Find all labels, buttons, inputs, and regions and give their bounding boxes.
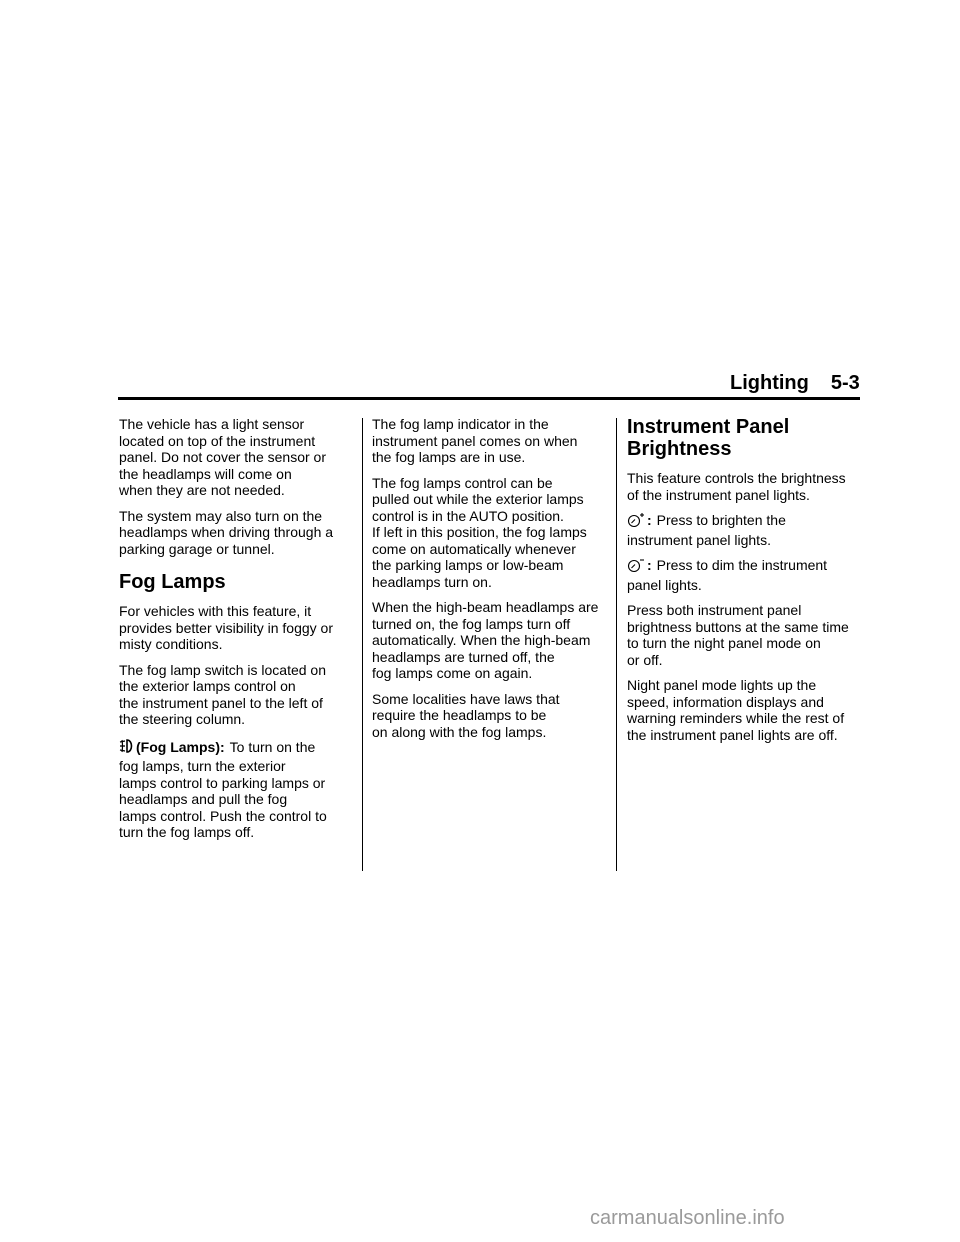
brightness-intro-paragraph: This feature controls the brightness of the instrument panel lights.: [627, 470, 846, 503]
parking-garage-paragraph: The system may also turn on the headlamps when driving through a parking garage or tunnel.: [119, 507, 334, 557]
dim-text-head: Press to dim the instrument: [656, 557, 828, 573]
night-panel-mode-paragraph: Night panel mode lights up the speed, information displays and warning reminders while the rest of the instrument panel lights are off.: [627, 677, 845, 743]
night-panel-toggle-paragraph: Press both instrument panel brightness buttons at the same time to turn the night panel mode on or off.: [627, 602, 849, 668]
fog-lamps-text: fog lamps, turn the exterior lamps control to parking lamps or headlamps and pull the fog lamps control. Push the control to turn the fog lamps off.: [119, 758, 327, 840]
column-2: [372, 416, 608, 749]
fog-visibility-paragraph: For vehicles with this feature, it provides better visibility in foggy or misty conditions.: [119, 603, 333, 652]
section-title: Lighting: [730, 372, 809, 394]
dim-label: :: [647, 557, 652, 573]
brighten-label: :: [647, 512, 652, 528]
header-rule: [118, 397, 860, 400]
instrument-panel-brightness-heading: Instrument Panel Brightness: [627, 416, 790, 460]
fog-lamp-icon: [119, 737, 134, 759]
brightness-down-icon: [627, 557, 645, 577]
brightness-up-icon: [627, 512, 645, 532]
watermark: carmanualsonline.info: [590, 1207, 785, 1229]
fog-indicator-paragraph: The fog lamp indicator in the instrument panel comes on when the fog lamps are in use.: [372, 416, 578, 465]
column-1: [119, 416, 351, 850]
fog-lamps-control-description: [119, 737, 351, 841]
localities-laws-paragraph: Some localities have laws that require the headlamps to be on along with the fog lamps.: [372, 690, 560, 740]
column-divider-left: [362, 418, 363, 871]
fog-lamps-heading: Fog Lamps: [119, 571, 226, 593]
brighten-text: instrument panel lights.: [627, 531, 771, 548]
brighten-text-head: Press to brighten the: [656, 512, 786, 528]
column-divider-right: [616, 418, 617, 871]
page-number: 5-3: [830, 372, 860, 394]
dim-text: panel lights.: [627, 576, 702, 593]
column-3: [627, 416, 860, 752]
dim-control-description: [627, 557, 860, 593]
brighten-control-description: [627, 512, 860, 548]
light-sensor-paragraph: The vehicle has a light sensor located on top of the instrument panel. Do not cover the sensor or the headlamps will come on when they are not needed.: [119, 416, 327, 498]
high-beam-paragraph: When the high-beam headlamps are turned on, the fog lamps turn off automatically. When the high-beam headlamps are turned off, the fog lamps come on again.: [372, 599, 599, 681]
fog-lamps-text-head: To turn on the: [229, 738, 316, 755]
page-header: [730, 372, 860, 395]
fog-auto-paragraph: The fog lamps control can be pulled out while the exterior lamps control is in the AUTO position. If left in this position, the fog lamps come on automatically whenever the parking lamps or low-beam headlamps turn on.: [372, 474, 587, 590]
fog-lamps-label: (Fog Lamps):: [136, 738, 225, 755]
fog-switch-location-paragraph: The fog lamp switch is located on the exterior lamps control on the instrument panel to the left of the steering column.: [119, 661, 326, 727]
